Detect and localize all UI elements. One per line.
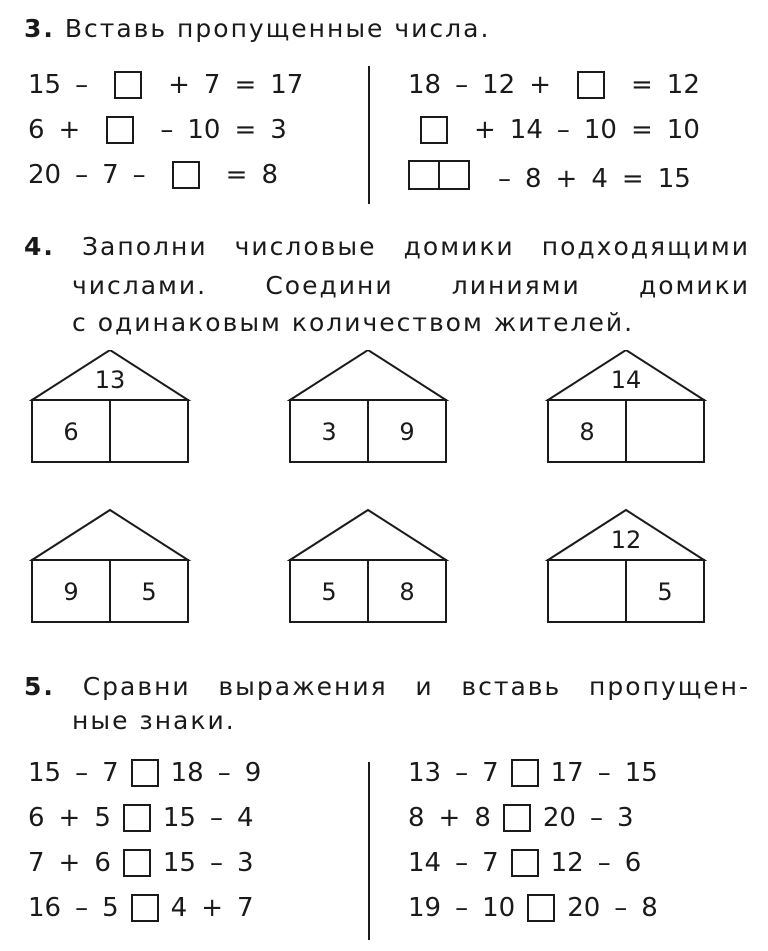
house-right-number: 8 xyxy=(399,578,415,606)
number: 5 xyxy=(102,893,119,923)
number: 7 xyxy=(482,848,499,878)
task-5-line-2: ные знаки. xyxy=(72,706,236,735)
number: 7 xyxy=(203,70,221,100)
number-house xyxy=(290,510,446,622)
digit-box[interactable] xyxy=(438,160,470,190)
task-5-number: 5. xyxy=(24,672,55,701)
answer-box[interactable] xyxy=(577,71,605,99)
number: 3 xyxy=(236,848,254,878)
answer-box[interactable] xyxy=(503,804,531,832)
number: 15 xyxy=(28,70,62,100)
house-left-number: 3 xyxy=(321,418,337,446)
task-5-left-comparison xyxy=(28,848,254,878)
operator: = xyxy=(621,163,644,194)
number: 4 xyxy=(591,163,608,194)
operator: – xyxy=(597,848,611,878)
number: 3 xyxy=(270,115,287,145)
operator: = xyxy=(234,115,257,145)
number: 8 xyxy=(525,163,542,194)
operator: + xyxy=(529,70,551,100)
operator: = xyxy=(630,115,653,145)
task-3-left-equation xyxy=(28,70,303,100)
task-3-left-equation xyxy=(28,160,278,190)
answer-box[interactable] xyxy=(131,759,159,787)
number: 13 xyxy=(408,758,442,788)
task-5-heading xyxy=(24,672,750,701)
house-left-number: 8 xyxy=(579,418,595,446)
number: 20 xyxy=(567,893,601,923)
number: 7 xyxy=(102,758,119,788)
number-house xyxy=(548,510,704,622)
task-5-right-comparison xyxy=(408,758,658,788)
number: 14 xyxy=(509,115,543,145)
number: 19 xyxy=(408,893,442,923)
number: 10 xyxy=(482,893,516,923)
operator: – xyxy=(455,758,469,788)
number: 8 xyxy=(641,893,658,923)
operator: – xyxy=(209,848,223,878)
operator: + xyxy=(555,163,578,194)
operator: = xyxy=(225,160,248,190)
number: 8 xyxy=(408,803,425,833)
answer-box[interactable] xyxy=(511,849,539,877)
answer-box[interactable] xyxy=(511,759,539,787)
operator: – xyxy=(75,70,89,100)
operator: + xyxy=(58,848,81,878)
number: 12 xyxy=(550,848,584,878)
operator: – xyxy=(455,70,469,100)
task-5-right-comparison xyxy=(408,893,658,923)
operator: = xyxy=(234,70,257,100)
number: 4 xyxy=(236,803,254,833)
task-4-number: 4. xyxy=(24,232,55,261)
number: 6 xyxy=(624,848,642,878)
operator: + xyxy=(201,893,223,923)
number: 8 xyxy=(474,803,491,833)
number: 12 xyxy=(482,70,516,100)
number: 12 xyxy=(666,70,700,100)
number: 6 xyxy=(94,848,111,878)
operator: – xyxy=(455,848,469,878)
number: 15 xyxy=(624,758,658,788)
operator: + xyxy=(474,115,496,145)
house-left-number: 9 xyxy=(63,578,79,606)
task-5-left-comparison xyxy=(28,893,254,923)
operator: – xyxy=(75,758,89,788)
number: 20 xyxy=(28,160,62,190)
operator: + xyxy=(58,115,81,145)
task-3-title: Вставь пропущенные числа. xyxy=(64,14,491,43)
answer-box[interactable] xyxy=(114,71,142,99)
number: 8 xyxy=(261,160,278,190)
number: 15 xyxy=(162,803,196,833)
task-3-left-equation xyxy=(28,115,287,145)
task-5-right-comparison xyxy=(408,803,634,833)
operator: – xyxy=(209,803,223,833)
number: 4 xyxy=(170,893,188,923)
house-roof-number: 13 xyxy=(94,366,126,394)
house-right-number: 9 xyxy=(399,418,415,446)
number: 15 xyxy=(162,848,196,878)
task-3-heading xyxy=(24,14,490,43)
operator: – xyxy=(614,893,628,923)
answer-box[interactable] xyxy=(123,804,151,832)
house-roof xyxy=(290,510,446,560)
number: 10 xyxy=(187,115,221,145)
task-3-right-equation xyxy=(408,160,691,197)
task-5-line-1: 5. Сравни выражения и вставь пропущен- xyxy=(24,672,750,701)
house-roof-number: 14 xyxy=(610,366,642,394)
number-house xyxy=(548,350,704,462)
two-digit-answer-box[interactable] xyxy=(408,160,470,197)
operator: – xyxy=(498,163,511,194)
answer-box[interactable] xyxy=(131,894,159,922)
operator: = xyxy=(630,70,653,100)
operator: – xyxy=(75,893,89,923)
number: 18 xyxy=(170,758,204,788)
number-house xyxy=(32,350,188,462)
operator: + xyxy=(438,803,461,833)
number: 6 xyxy=(28,803,45,833)
operator: – xyxy=(455,893,469,923)
number: 20 xyxy=(542,803,576,833)
number: 15 xyxy=(657,163,691,194)
number: 16 xyxy=(28,893,62,923)
answer-box[interactable] xyxy=(527,894,555,922)
number-house xyxy=(32,510,188,622)
house-roof xyxy=(290,350,446,400)
number: 7 xyxy=(482,758,499,788)
number: 9 xyxy=(244,758,262,788)
number: 7 xyxy=(236,893,254,923)
number: 17 xyxy=(550,758,584,788)
answer-box[interactable] xyxy=(123,849,151,877)
number: 15 xyxy=(28,758,62,788)
task-5-right-comparison xyxy=(408,848,641,878)
answer-box[interactable] xyxy=(420,116,448,144)
house-right-number: 5 xyxy=(657,578,673,606)
house-roof xyxy=(32,510,188,560)
task-4-line-2: числами. Соедини линиями домики xyxy=(72,271,750,300)
task-5-left-comparison xyxy=(28,758,261,788)
number: 7 xyxy=(102,160,119,190)
number: 10 xyxy=(666,115,700,145)
task-5-divider xyxy=(368,762,370,940)
task-3-right-equation xyxy=(408,115,700,145)
task-5-left-comparison xyxy=(28,803,254,833)
operator: – xyxy=(589,803,603,833)
house-left-number: 5 xyxy=(321,578,337,606)
operator: – xyxy=(160,115,174,145)
operator: – xyxy=(597,758,611,788)
number-houses xyxy=(0,350,768,650)
task-4-heading xyxy=(24,232,750,261)
number: 3 xyxy=(616,803,634,833)
number: 14 xyxy=(408,848,442,878)
answer-box[interactable] xyxy=(106,116,134,144)
house-roof-number: 12 xyxy=(610,526,642,554)
number: 10 xyxy=(583,115,617,145)
operator: – xyxy=(75,160,89,190)
digit-box[interactable] xyxy=(408,160,440,190)
house-right-number: 5 xyxy=(141,578,157,606)
number-house xyxy=(290,350,446,462)
number: 7 xyxy=(28,848,45,878)
task-4-line-1: 4. Заполни числовые домики подходящими xyxy=(24,232,750,261)
number: 18 xyxy=(408,70,442,100)
task-3-divider xyxy=(368,66,370,204)
number: 5 xyxy=(94,803,111,833)
number: 6 xyxy=(28,115,45,145)
house-left-number: 6 xyxy=(63,418,79,446)
answer-box[interactable] xyxy=(172,161,200,189)
operator: – xyxy=(132,160,146,190)
operator: + xyxy=(168,70,190,100)
number: 17 xyxy=(270,70,304,100)
operator: + xyxy=(58,803,81,833)
task-3-right-equation xyxy=(408,70,700,100)
task-3-number: 3. xyxy=(24,14,55,43)
task-4-line-3: с одинаковым количеством жителей. xyxy=(72,308,635,337)
operator: – xyxy=(556,115,570,145)
operator: – xyxy=(217,758,231,788)
